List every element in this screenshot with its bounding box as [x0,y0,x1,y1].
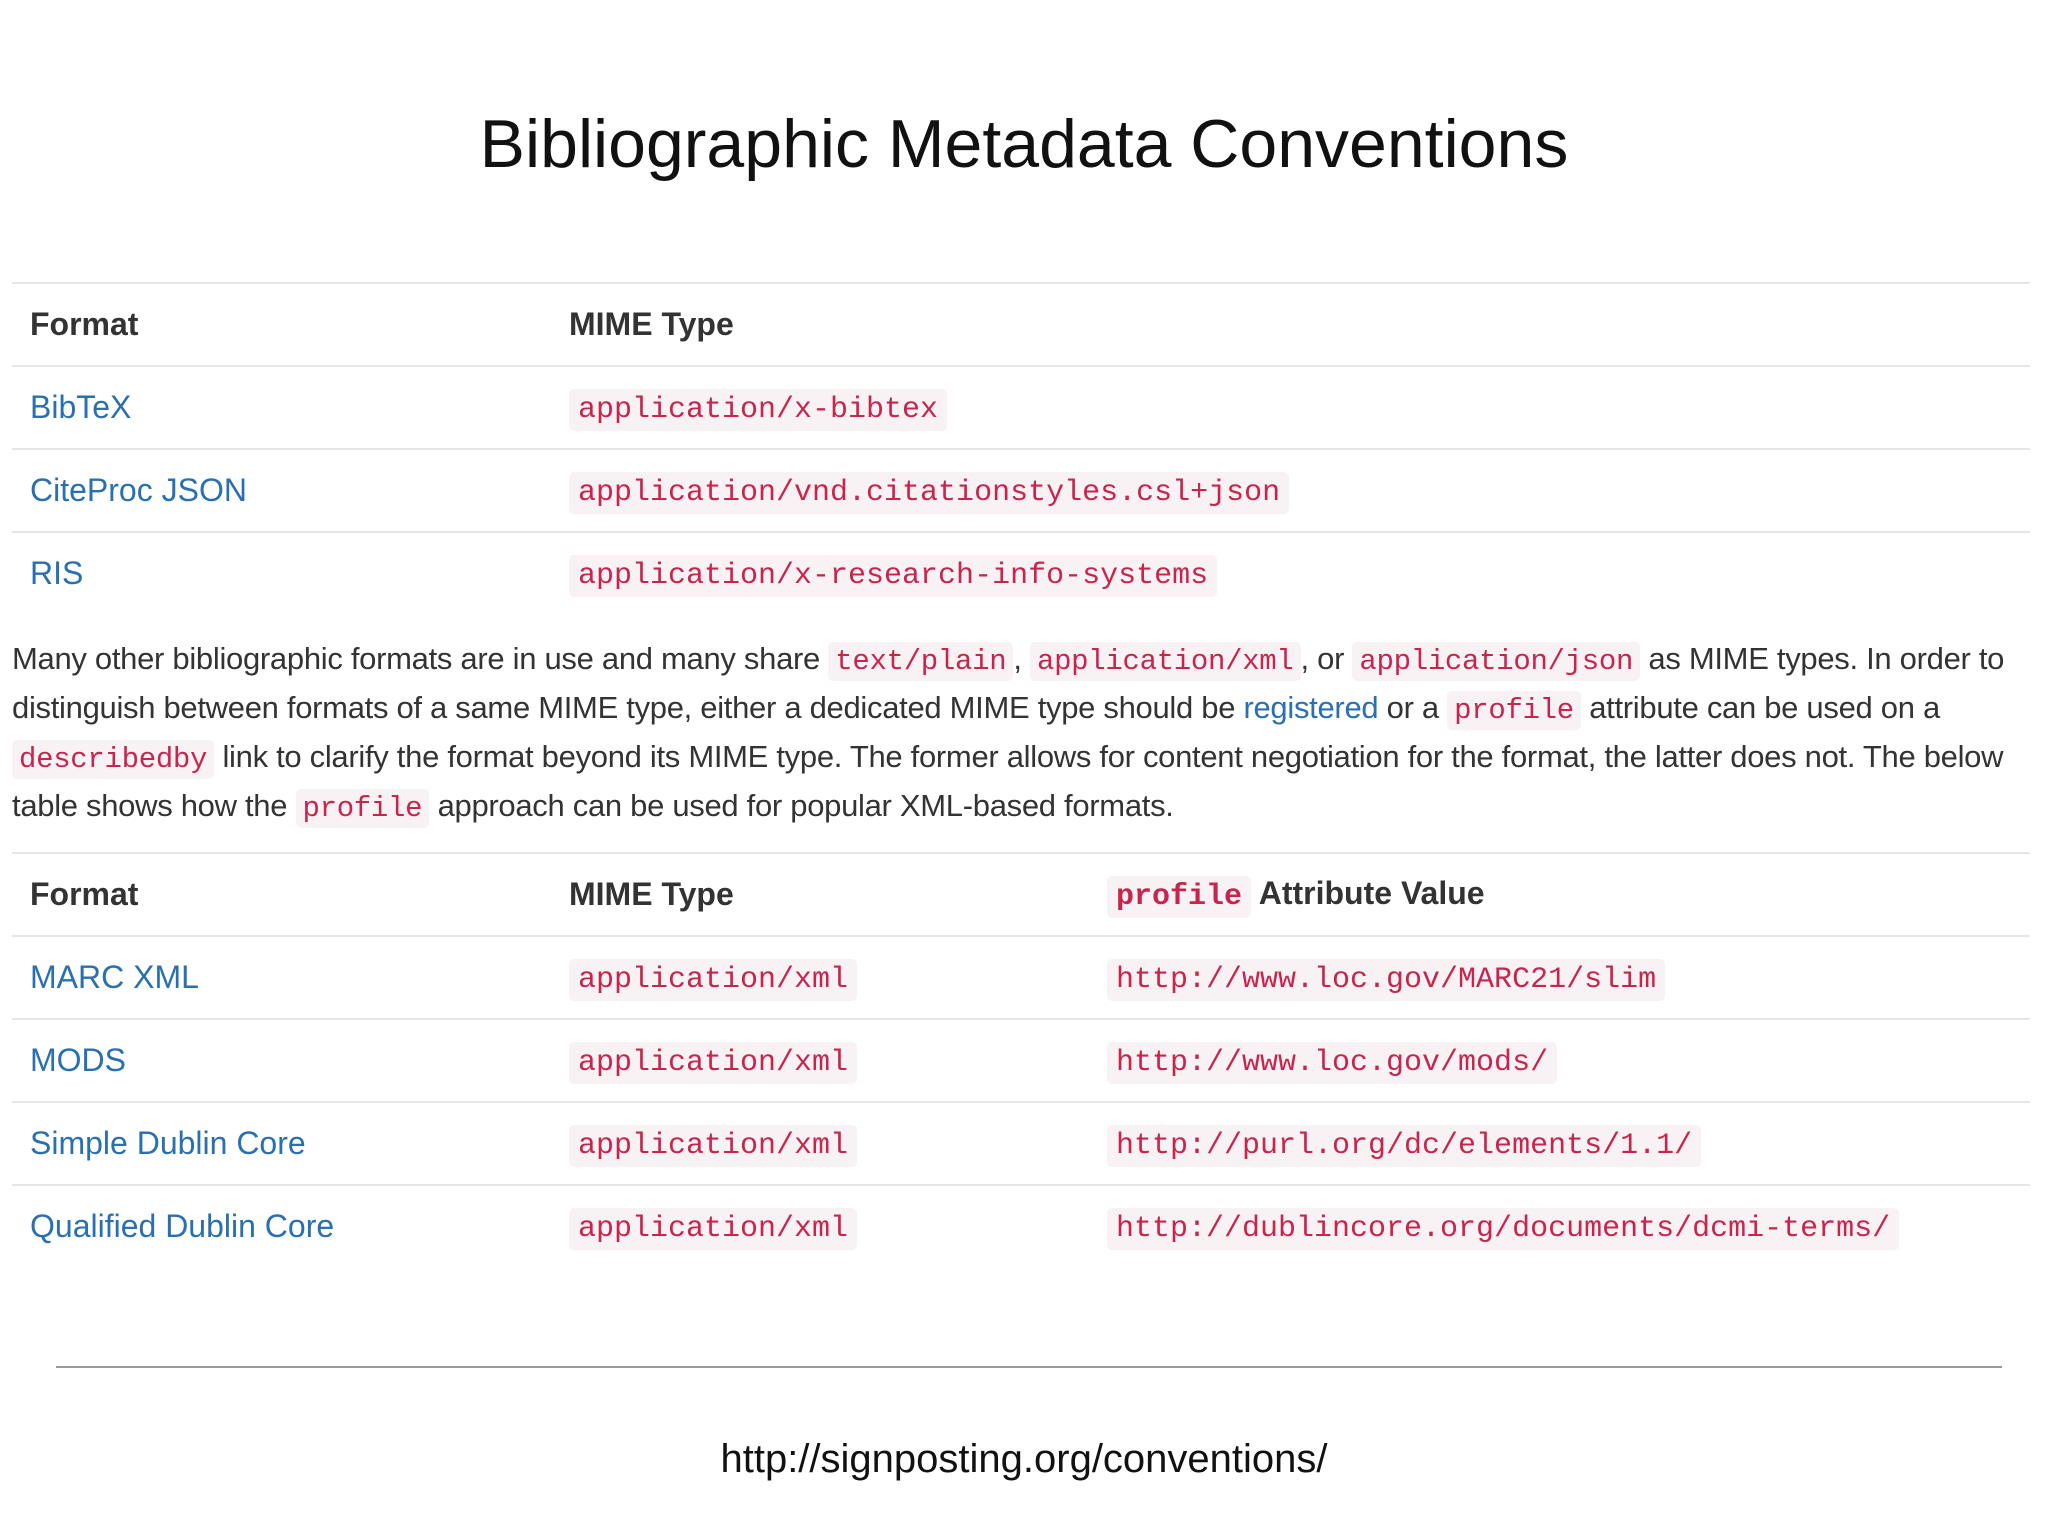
profile-cell [1089,1102,2030,1185]
paragraph-text: , [1013,641,1030,676]
table-row [12,1185,2030,1267]
profile-cell [1089,936,2030,1019]
format-link-mods[interactable]: MODS [30,1042,126,1078]
mime-cell [551,936,1089,1019]
mime-type-code: application/xml [569,1125,857,1167]
mime-type-code: application/xml [569,1208,857,1250]
registered-link[interactable]: registered [1243,690,1379,725]
mime-cell [551,366,2030,449]
paragraph-text: approach can be used for popular XML-based formats. [429,788,1174,823]
format-link-ris[interactable]: RIS [30,555,84,591]
table-row [12,1019,2030,1102]
format-link-qualified-dublin-core[interactable]: Qualified Dublin Core [30,1208,335,1244]
paragraph-text: Many other bibliographic formats are in use and many share [12,641,829,676]
paragraph-text: or a [1378,690,1448,725]
mime-cell [551,1102,1089,1185]
mime-type-table [12,282,2030,614]
table-row [12,532,2030,614]
table-row [12,449,2030,532]
profile-value-code: http://dublincore.org/documents/dcmi-terms/ [1107,1208,1899,1250]
paragraph-text: as MIME types. In order to distinguish between formats of a same MIME type, either a dedicated MIME type should be [12,641,2005,725]
column-header-profile-label: Attribute Value [1251,875,1485,911]
format-link-simple-dublin-core[interactable]: Simple Dublin Core [30,1125,306,1161]
profile-cell [1089,1185,2030,1267]
footer-divider [56,1366,2002,1368]
mime-type-code: application/x-bibtex [569,389,947,431]
inline-code: profile [1447,691,1581,730]
paragraph-text: , or [1300,641,1353,676]
paragraph-text: attribute can be used on a [1580,690,1940,725]
table-header-row [12,853,2030,936]
format-link-citeproc-json[interactable]: CiteProc JSON [30,472,247,508]
mime-type-code: application/vnd.citationstyles.csl+json [569,472,1289,514]
inline-code: application/json [1352,642,1640,681]
profile-cell [1089,1019,2030,1102]
mime-cell [551,1019,1089,1102]
slide-title: Bibliographic Metadata Conventions [479,106,1569,182]
table-row [12,1102,2030,1185]
profile-code: profile [1107,876,1251,918]
format-cell [12,366,551,449]
column-header-format: Format [12,853,551,936]
format-cell [12,1019,551,1102]
format-cell [12,532,551,614]
mime-type-code: application/x-research-info-systems [569,555,1217,597]
mime-cell [551,1185,1089,1267]
inline-code: profile [296,789,430,828]
inline-code: text/plain [828,642,1013,681]
format-cell [12,449,551,532]
format-cell [12,1102,551,1185]
profile-value-code: http://purl.org/dc/elements/1.1/ [1107,1125,1701,1167]
profile-table [12,852,2030,1267]
page-content [12,282,2030,1267]
format-link-bibtex[interactable]: BibTeX [30,389,132,425]
inline-code: describedby [12,740,214,779]
footer-url: http://signposting.org/conventions/ [720,1437,1328,1481]
mime-type-code: application/xml [569,1042,857,1084]
format-cell [12,936,551,1019]
mime-cell [551,449,2030,532]
explanation-paragraph [12,636,2030,832]
mime-type-code: application/xml [569,959,857,1001]
profile-value-code: http://www.loc.gov/MARC21/slim [1107,959,1665,1001]
mime-cell [551,532,2030,614]
column-header-mime-type: MIME Type [551,283,2030,366]
format-cell [12,1185,551,1267]
column-header-profile [1089,853,2030,936]
format-link-marc-xml[interactable]: MARC XML [30,959,199,995]
inline-code: application/xml [1030,642,1301,681]
paragraph-text: link to clarify the format beyond its MIME type. The former allows for content negotiation for the format, the latter does not. The below table shows how the [12,739,2004,823]
profile-value-code: http://www.loc.gov/mods/ [1107,1042,1557,1084]
table-row [12,366,2030,449]
column-header-mime-type: MIME Type [551,853,1089,936]
table-header-row [12,283,2030,366]
table-row [12,936,2030,1019]
column-header-format: Format [12,283,551,366]
